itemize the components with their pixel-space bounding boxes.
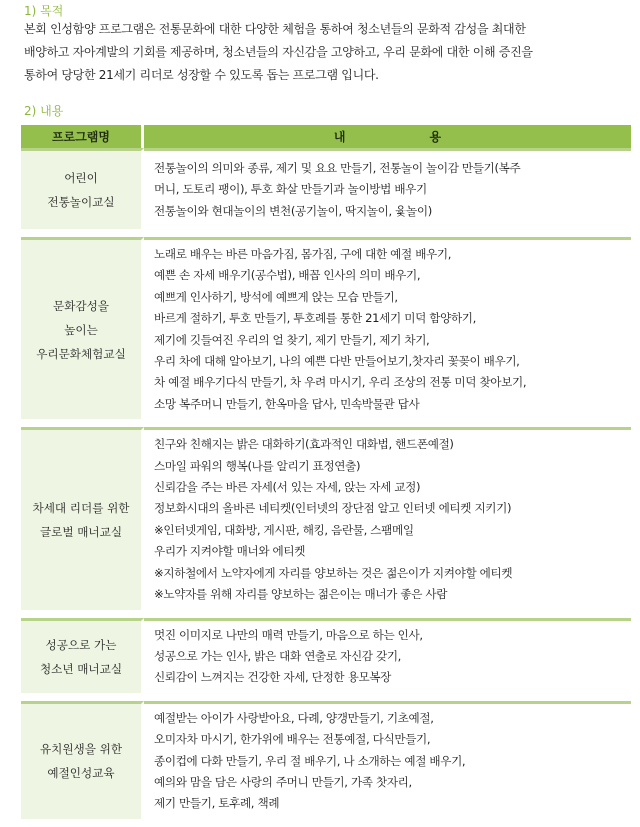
purpose-line: 본회 인성함양 프로그램은 전통문화에 대한 다양한 체험을 통하여 청소년들의 문화적 감성을 최대한 [24, 22, 526, 36]
table-row [21, 618, 631, 701]
content-line: ※노약자를 위해 자리를 양보하는 젊은이는 매너가 좋은 사람 [154, 587, 448, 602]
program-name-line: 차세대 리더를 위한 [32, 500, 130, 515]
program-name-line: 청소년 매너교실 [39, 661, 123, 676]
program-name-cell [21, 618, 144, 701]
program-name-line: 유치원생을 위한 [39, 742, 123, 757]
content-line: 노래로 배우는 바른 마음가짐, 몸가짐, 구에 대한 예절 배우기, [154, 247, 452, 261]
program-name-line: 성공으로 가는 [45, 637, 117, 652]
content-line: 전통놀이와 현대놀이의 변천(공기놀이, 딱지놀이, 윷놀이) [154, 203, 432, 218]
content-line: 머니, 도토리 팽이), 투호 화살 만들기과 놀이방법 배우기 [154, 182, 427, 197]
program-name-line: 높이는 [64, 322, 98, 337]
content-line: 스마일 파워의 행복(나를 알리기 표정연출) [154, 458, 361, 473]
content-line: 제기 만들기, 토후례, 책례 [154, 796, 280, 811]
header-content-char: 내 [333, 130, 346, 144]
content-line: 신뢰감이 느껴지는 건강한 자세, 단정한 용모복장 [154, 670, 392, 685]
program-content-cell [144, 237, 631, 427]
header-program-name: 프로그램명 [21, 125, 144, 148]
program-table [21, 125, 631, 827]
content-line: 전통놀이의 의미와 종류, 제기 및 요요 만들기, 전통놀이 놀이감 만들기(복주 [154, 160, 521, 175]
table-row [21, 701, 631, 827]
content-line: 종이컵에 다화 만들기, 우리 절 배우기, 나 소개하는 예절 배우기, [154, 753, 466, 768]
header-content-char: 용 [429, 130, 442, 144]
program-name-line: 예절인성교육 [47, 766, 115, 781]
purpose-paragraph [24, 18, 624, 87]
content-line: 제기에 깃들여진 우리의 얼 찾기, 제기 만들기, 제기 차기, [154, 332, 430, 347]
program-name-line: 전통놀이교실 [47, 195, 115, 209]
content-line: 신뢰감을 주는 바른 자세(서 있는 자세, 앉는 자세 교정) [154, 480, 421, 495]
program-name-line: 어린이 [64, 171, 98, 185]
content-line: ※지하철에서 노약자에게 자리를 양보하는 것은 젊은이가 지켜야할 에티켓 [154, 565, 513, 580]
program-content-cell [144, 427, 631, 617]
content-line: 친구와 친해지는 밝은 대화하기(효과적인 대화법, 핸드폰예절) [154, 437, 454, 452]
program-name-line: 문화감성을 [53, 298, 109, 313]
purpose-line: 통하여 당당한 21세기 리더로 성장할 수 있도록 돕는 프로그램 입니다. [24, 68, 379, 82]
program-name-cell [21, 148, 144, 237]
table-row [21, 148, 631, 237]
program-name-cell [21, 701, 144, 827]
content-line: ※인터넷게임, 대화방, 게시판, 해킹, 음란물, 스팸메일 [154, 522, 414, 537]
section-title-purpose: 1) 목적 [24, 4, 64, 18]
content-line: 예쁘게 인사하기, 방석에 예쁘게 앉는 모습 만들기, [154, 289, 398, 304]
program-name-cell [21, 427, 144, 617]
purpose-line: 배양하고 자아계발의 기회를 제공하며, 청소년들의 자신감을 고양하고, 우리 문화에 대한 이해 증진을 [24, 45, 533, 59]
content-line: 예절받는 아이가 사랑받아요, 다례, 양갱만들기, 기초예절, [154, 710, 434, 725]
content-line: 성공으로 가는 인사, 밝은 대화 연출로 자신감 갖기, [154, 648, 402, 663]
content-line: 차 예절 배우기다식 만들기, 차 우려 마시기, 우리 조상의 전통 미덕 찾아보기, [154, 375, 527, 390]
program-content-cell [144, 701, 631, 827]
program-name-line: 글로벌 매너교실 [39, 524, 123, 539]
header-content [144, 125, 631, 148]
program-content-cell [144, 618, 631, 701]
program-content-cell [144, 148, 631, 237]
content-line: 소망 복주머니 만들기, 한옥마을 답사, 민속박물관 답사 [154, 396, 420, 411]
content-line: 오미자차 마시기, 한가위에 배우는 전통예절, 다식만들기, [154, 732, 431, 747]
content-line: 멋진 이미지로 나만의 매력 만들기, 마음으로 하는 인사, [154, 627, 423, 642]
content-line: 예의와 맘을 담은 사랑의 주머니 만들기, 가족 찻자리, [154, 774, 412, 789]
table-row [21, 427, 631, 617]
table-header-row [21, 125, 631, 148]
content-line: 우리가 지켜야할 매너와 에티켓 [154, 544, 306, 559]
content-line: 우리 차에 대해 알아보기, 나의 예쁜 다반 만들어보기,찻자리 꽃꽂이 배우기, [154, 354, 520, 369]
table-row [21, 237, 631, 427]
program-name-cell [21, 237, 144, 427]
content-line: 예쁜 손 자세 배우기(공수법), 배꼽 인사의 의미 배우기, [154, 268, 421, 283]
section-title-content: 2) 내용 [24, 104, 64, 118]
program-name-line: 우리문화체험교실 [36, 346, 126, 361]
content-line: 정보화시대의 올바른 네티켓(인터넷의 장단점 알고 인터넷 에티켓 지키기) [154, 501, 512, 516]
content-line: 바르게 절하기, 투호 만들기, 투호례를 통한 21세기 미덕 함양하기, [154, 311, 476, 326]
